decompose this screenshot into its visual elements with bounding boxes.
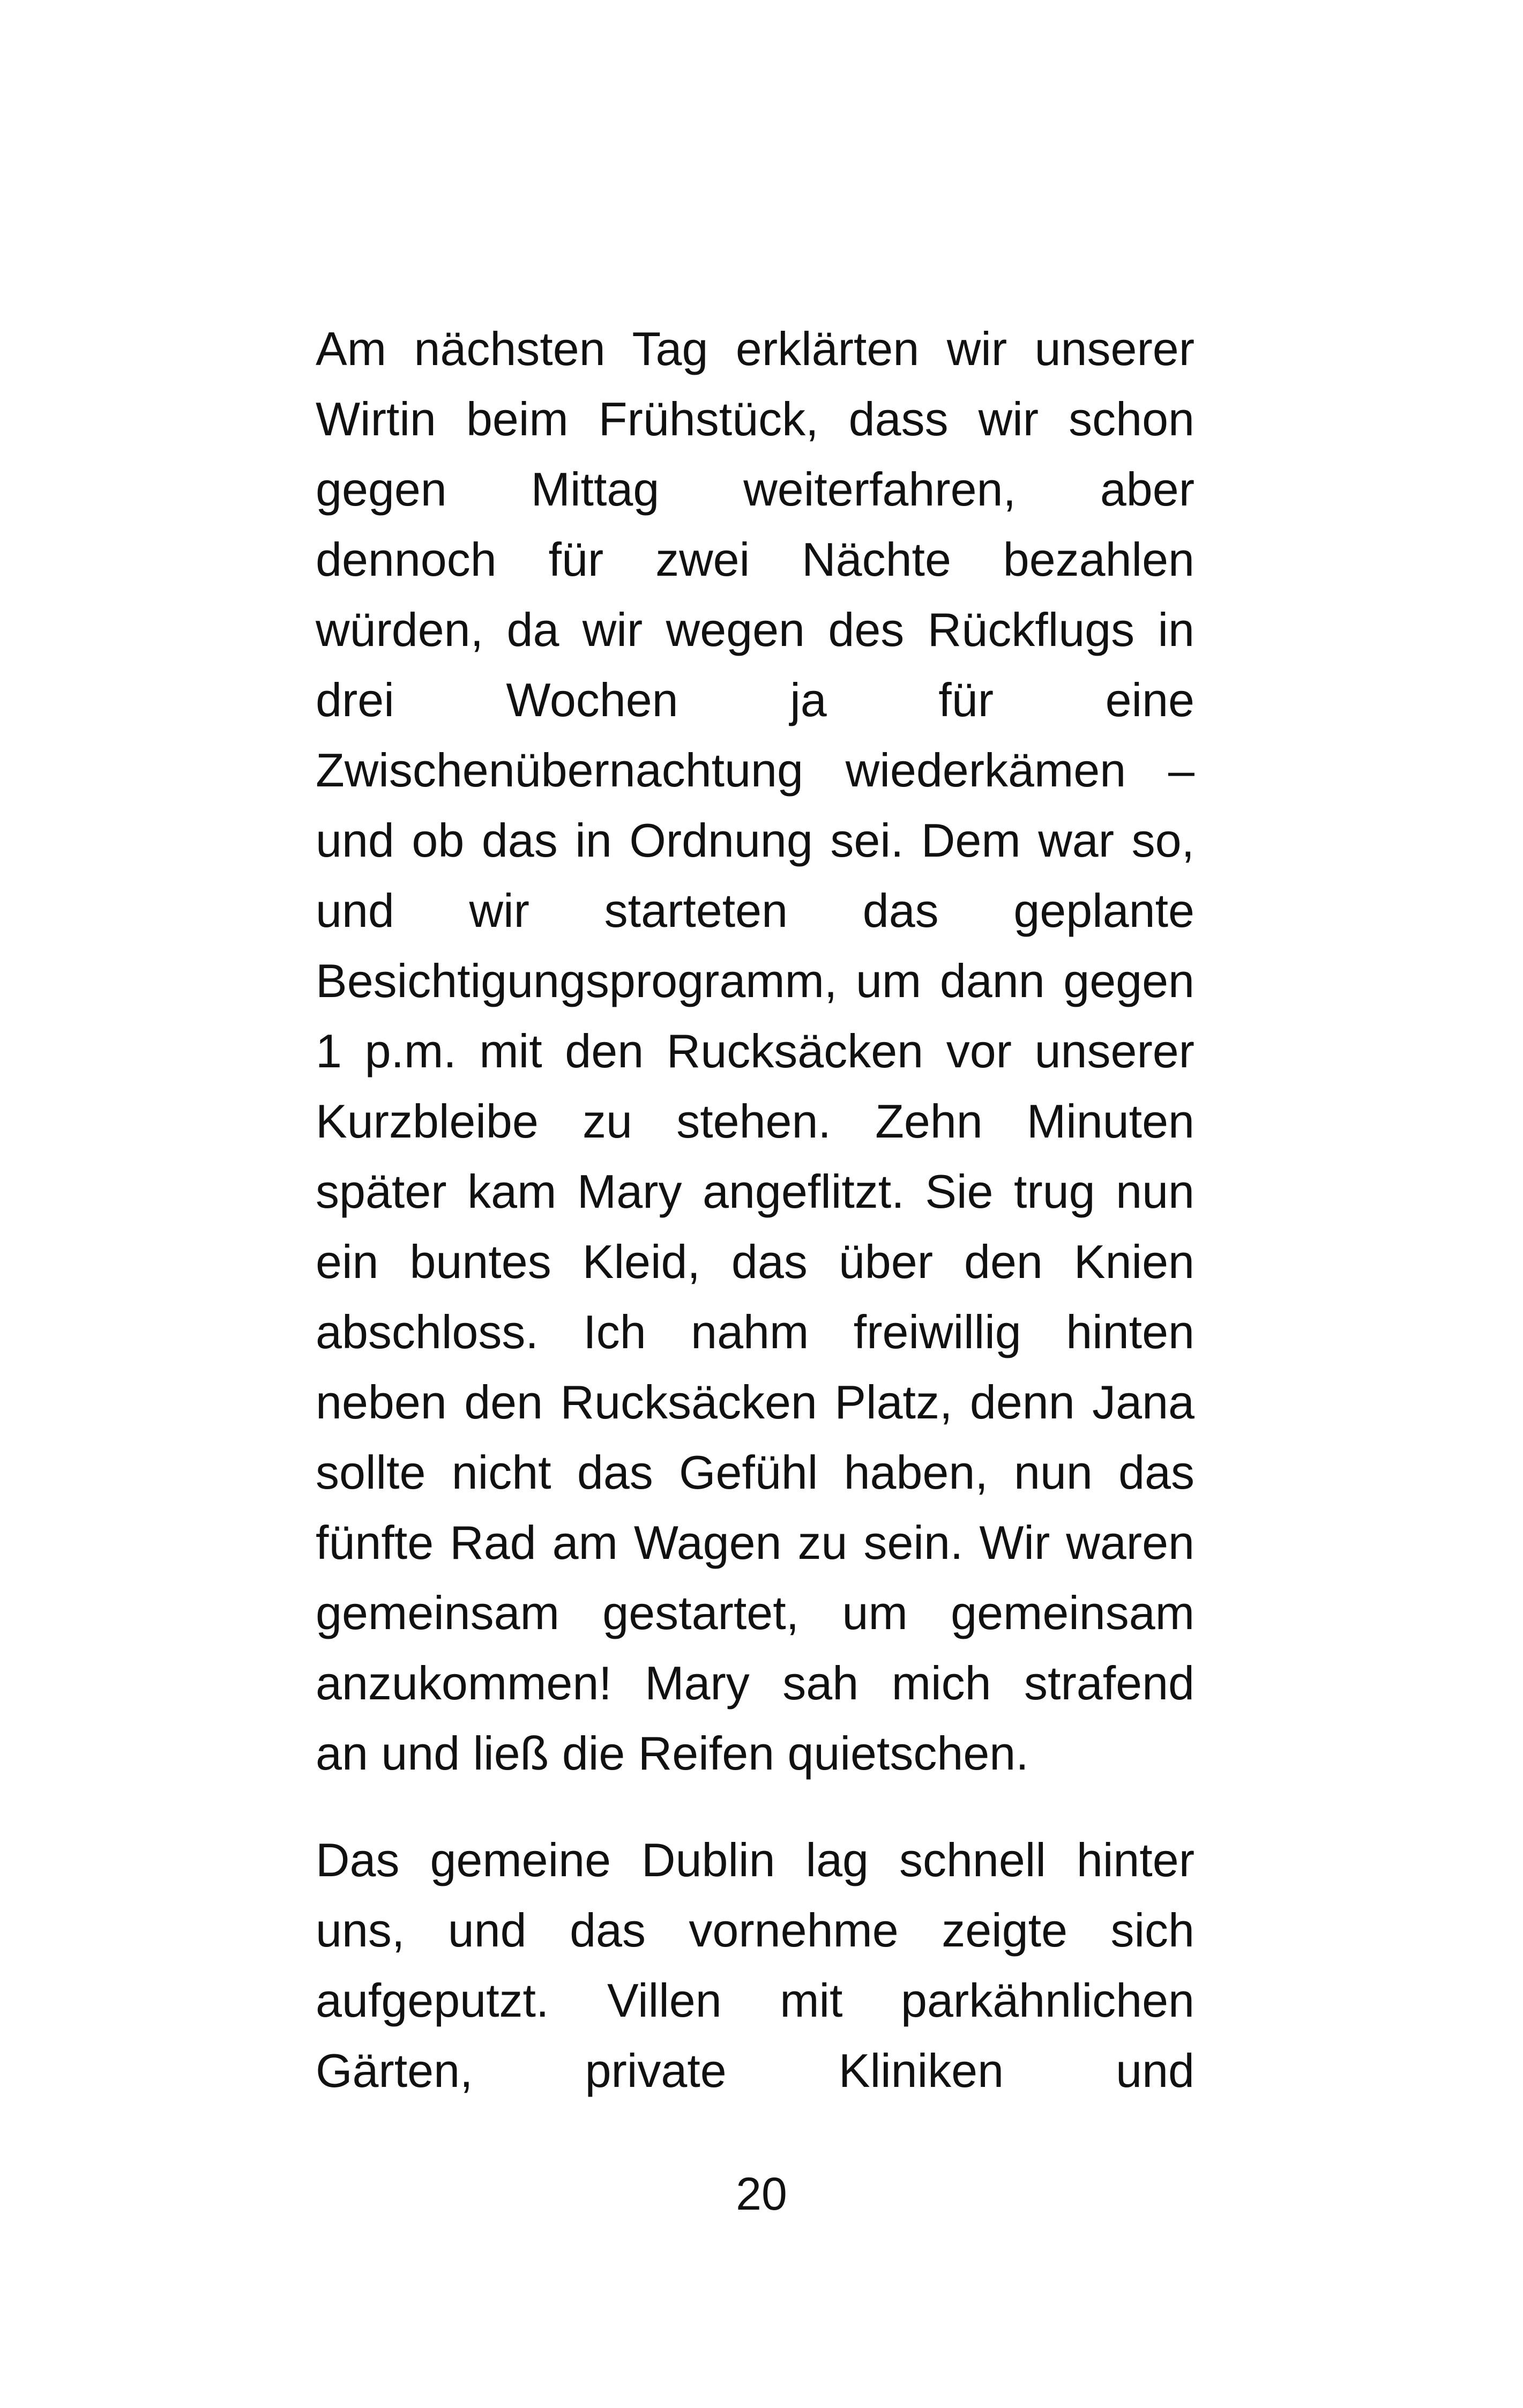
text-line: gegen Mittag weiterfahren, aber xyxy=(316,463,1194,516)
text-line: fünfte Rad am Wagen zu sein. Wir waren xyxy=(316,1516,1194,1569)
text-line: anzukommen! Mary sah mich strafend xyxy=(316,1656,1194,1710)
text-line: sollte nicht das Gefühl haben, nun das xyxy=(316,1446,1194,1499)
text-line: dennoch für zwei Nächte bezahlen xyxy=(316,533,1194,586)
text-line: Kurzbleibe zu stehen. Zehn Minuten xyxy=(316,1095,1194,1148)
text-line: Besichtigungsprogramm, um dann gegen xyxy=(316,954,1194,1007)
text-line: drei Wochen ja für eine xyxy=(316,673,1194,726)
text-line: ein buntes Kleid, das über den Knien xyxy=(316,1235,1194,1288)
text-line: Am nächsten Tag erklärten wir unserer xyxy=(316,322,1194,375)
text-line: Zwischenübernachtung wiederkämen – xyxy=(316,744,1194,797)
body-text xyxy=(316,314,1194,2106)
text-line: aufgeputzt. Villen mit parkähnlichen xyxy=(316,1974,1194,2027)
text-line: uns, und das vornehme zeigte sich xyxy=(316,1904,1194,1957)
text-line: und ob das in Ordnung sei. Dem war so, xyxy=(316,814,1194,867)
text-line: später kam Mary angeflitzt. Sie trug nun xyxy=(316,1165,1194,1218)
paragraph-gap xyxy=(316,1788,1194,1825)
text-line: Wirtin beim Frühstück, dass wir schon xyxy=(316,392,1194,445)
paragraph-2 xyxy=(316,1825,1194,2106)
page-number: 20 xyxy=(736,2168,787,2220)
text-line: abschloss. Ich nahm freiwillig hinten xyxy=(316,1305,1194,1358)
text-line: an und ließ die Reifen quietschen. xyxy=(316,1727,1029,1780)
text-line: Gärten, private Kliniken und xyxy=(316,2044,1194,2097)
text-line: würden, da wir wegen des Rückflugs in xyxy=(316,603,1194,656)
text-line: gemeinsam gestartet, um gemeinsam xyxy=(316,1586,1194,1639)
text-line: neben den Rucksäcken Platz, denn Jana xyxy=(316,1376,1194,1429)
paragraph-1 xyxy=(316,314,1194,1788)
text-line: 1 p.m. mit den Rucksäcken vor unserer xyxy=(316,1024,1194,1077)
text-line: Das gemeine Dublin lag schnell hinter xyxy=(316,1833,1194,1886)
text-line: und wir starteten das geplante xyxy=(316,884,1194,937)
